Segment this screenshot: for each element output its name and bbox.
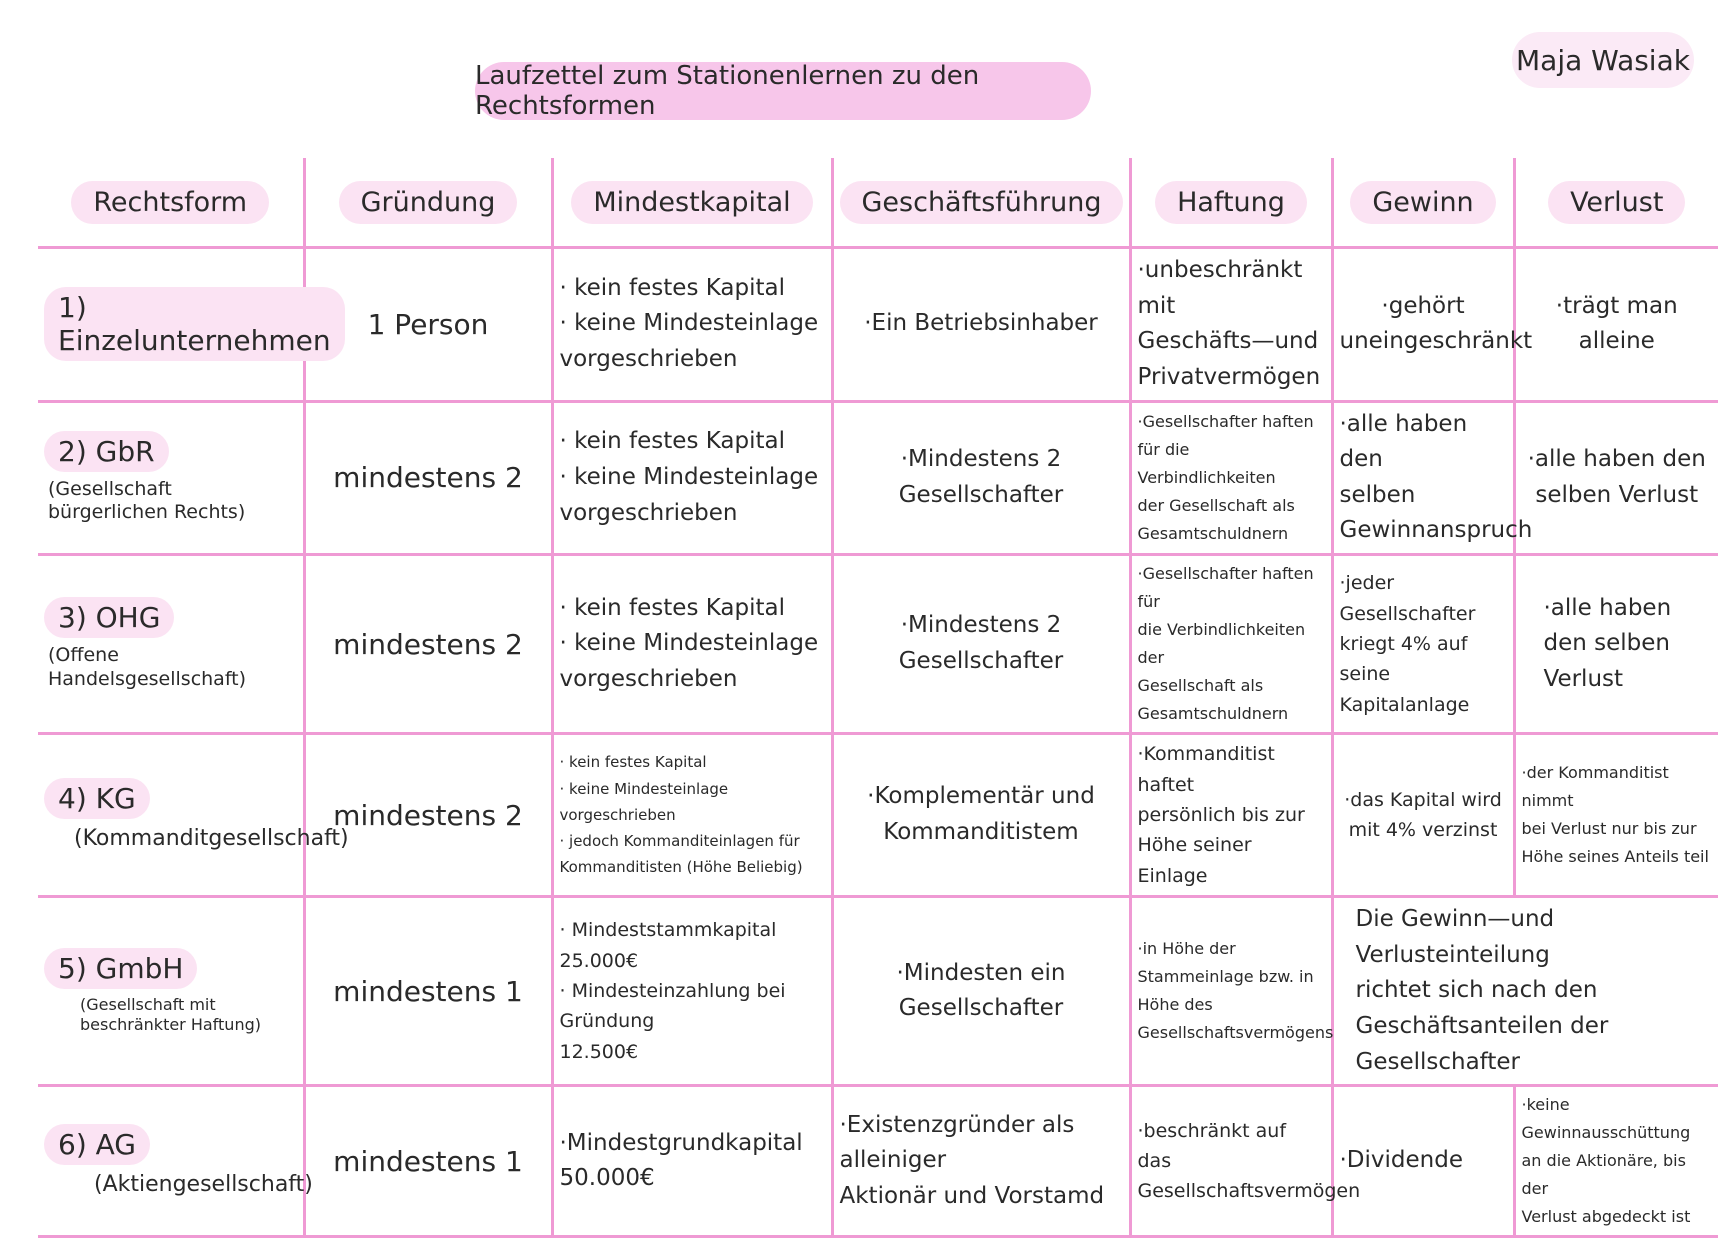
verlust-cell: ·der Kommanditist nimmt bei Verlust nur bis zur Höhe seines Anteils teil xyxy=(1514,734,1718,897)
verlust-cell: ·alle haben den selben Verlust xyxy=(1514,555,1718,734)
header-mindestkapital: Mindestkapital xyxy=(552,158,832,248)
rechtsform-name: 5) GmbH xyxy=(44,948,197,989)
fuehrung-cell: ·Mindesten ein Gesellschafter xyxy=(832,897,1130,1086)
gruendung-cell: mindestens 2 xyxy=(304,734,552,897)
haftung-cell: ·unbeschränkt mit Geschäfts—und Privatvermögen xyxy=(1130,248,1332,402)
rechtsform-full-name: (Kommanditgesellschaft) xyxy=(74,825,349,851)
rechtsform-full-name: (Aktiengesellschaft) xyxy=(94,1172,313,1198)
kapital-cell: · kein festes Kapital · keine Mindesteinlage vorgeschrieben · jedoch Kommanditeinlagen für Kommanditisten (Höhe Beliebig) xyxy=(552,734,832,897)
gewinn-cell: ·das Kapital wird mit 4% verzinst xyxy=(1332,734,1514,897)
header-verlust: Verlust xyxy=(1514,158,1718,248)
header-gewinn: Gewinn xyxy=(1332,158,1514,248)
rechtsform-name: 1) Einzelunternehmen xyxy=(44,287,345,361)
table-row xyxy=(38,401,1718,555)
header-gruendung: Gründung xyxy=(304,158,552,248)
rechtsform-name: 2) GbR xyxy=(44,431,169,472)
fuehrung-cell: ·Mindestens 2 Gesellschafter xyxy=(832,555,1130,734)
haftung-cell: ·Gesellschafter haften für die Verbindlichkeiten der Gesellschaft als Gesamtschuldnern xyxy=(1130,555,1332,734)
kapital-cell: · kein festes Kapital · keine Mindesteinlage vorgeschrieben xyxy=(552,248,832,402)
gruendung-cell: mindestens 2 xyxy=(304,401,552,555)
kapital-cell: · Mindeststammkapital 25.000€ · Mindesteinzahlung bei Gründung 12.500€ xyxy=(552,897,832,1086)
gewinn-cell: ·Dividende xyxy=(1332,1086,1514,1237)
header-haftung: Haftung xyxy=(1130,158,1332,248)
verlust-cell: ·alle haben den selben Verlust xyxy=(1514,401,1718,555)
header-geschaeftsfuehrung: Geschäftsführung xyxy=(832,158,1130,248)
gruendung-cell: mindestens 2 xyxy=(304,555,552,734)
kapital-cell: · kein festes Kapital · keine Mindesteinlage vorgeschrieben xyxy=(552,401,832,555)
haftung-cell: ·Kommanditist haftet persönlich bis zur Höhe seiner Einlage xyxy=(1130,734,1332,897)
verlust-cell: ·keine Gewinnausschüttung an die Aktionäre, bis der Verlust abgedeckt ist xyxy=(1514,1086,1718,1237)
haftung-cell: ·in Höhe der Stammeinlage bzw. in Höhe des Gesellschaftsvermögens xyxy=(1130,897,1332,1086)
table-row xyxy=(38,248,1718,402)
rechtsform-full-name: (Gesellschaft mit beschränkter Haftung) xyxy=(80,994,261,1034)
rechtsform-name: 3) OHG xyxy=(44,597,174,638)
rechtsform-cell xyxy=(38,1086,313,1237)
rechtsform-name: 6) AG xyxy=(44,1124,150,1165)
fuehrung-cell: ·Ein Betriebsinhaber xyxy=(832,248,1130,402)
table-row xyxy=(38,1086,1718,1237)
haftung-cell: ·beschränkt auf das Gesellschaftsvermögen xyxy=(1130,1086,1332,1237)
gewinn-cell: ·gehört uneingeschränkt xyxy=(1332,248,1514,402)
gruendung-cell: mindestens 1 xyxy=(304,1086,552,1237)
gewinn-cell: ·alle haben den selben Gewinnanspruch xyxy=(1332,401,1514,555)
rechtsform-cell xyxy=(38,401,304,555)
kapital-cell: · kein festes Kapital · keine Mindesteinlage vorgeschrieben xyxy=(552,555,832,734)
rechtsform-cell xyxy=(38,897,304,1086)
gewinn-verlust-cell: Die Gewinn—und Verlusteinteilung richtet sich nach den Geschäftsanteilen der Gesellschafter xyxy=(1332,897,1718,1086)
page-title: Laufzettel zum Stationenlernen zu den Rechtsformen xyxy=(475,62,1091,120)
table-row xyxy=(38,897,1718,1086)
fuehrung-cell: ·Existenzgründer als alleiniger Aktionär und Vorstamd xyxy=(832,1086,1130,1237)
table-row xyxy=(38,734,1718,897)
rechtsform-cell xyxy=(38,555,304,734)
gruendung-cell: 1 Person xyxy=(304,248,552,402)
haftung-cell: ·Gesellschafter haften für die Verbindlichkeiten der Gesellschaft als Gesamtschuldnern xyxy=(1130,401,1332,555)
fuehrung-cell: ·Komplementär und Kommanditistem xyxy=(832,734,1130,897)
table-row xyxy=(38,555,1718,734)
kapital-cell: ·Mindestgrundkapital 50.000€ xyxy=(552,1086,832,1237)
header-row xyxy=(38,158,1718,248)
rechtsform-full-name: (Offene Handelsgesellschaft) xyxy=(48,643,247,690)
verlust-cell: ·trägt man alleine xyxy=(1514,248,1718,402)
rechtsformen-table xyxy=(38,158,1718,1238)
rechtsform-cell xyxy=(38,248,331,402)
rechtsform-full-name: (Gesellschaft bürgerlichen Rechts) xyxy=(48,477,246,524)
fuehrung-cell: ·Mindestens 2 Gesellschafter xyxy=(832,401,1130,555)
rechtsform-name: 4) KG xyxy=(44,778,150,819)
header-rechtsform: Rechtsform xyxy=(38,158,304,248)
rechtsform-cell xyxy=(38,734,349,897)
author-name: Maja Wasiak xyxy=(1512,32,1694,88)
gruendung-cell: mindestens 1 xyxy=(304,897,552,1086)
gewinn-cell: ·jeder Gesellschafter kriegt 4% auf seine Kapitalanlage xyxy=(1332,555,1514,734)
